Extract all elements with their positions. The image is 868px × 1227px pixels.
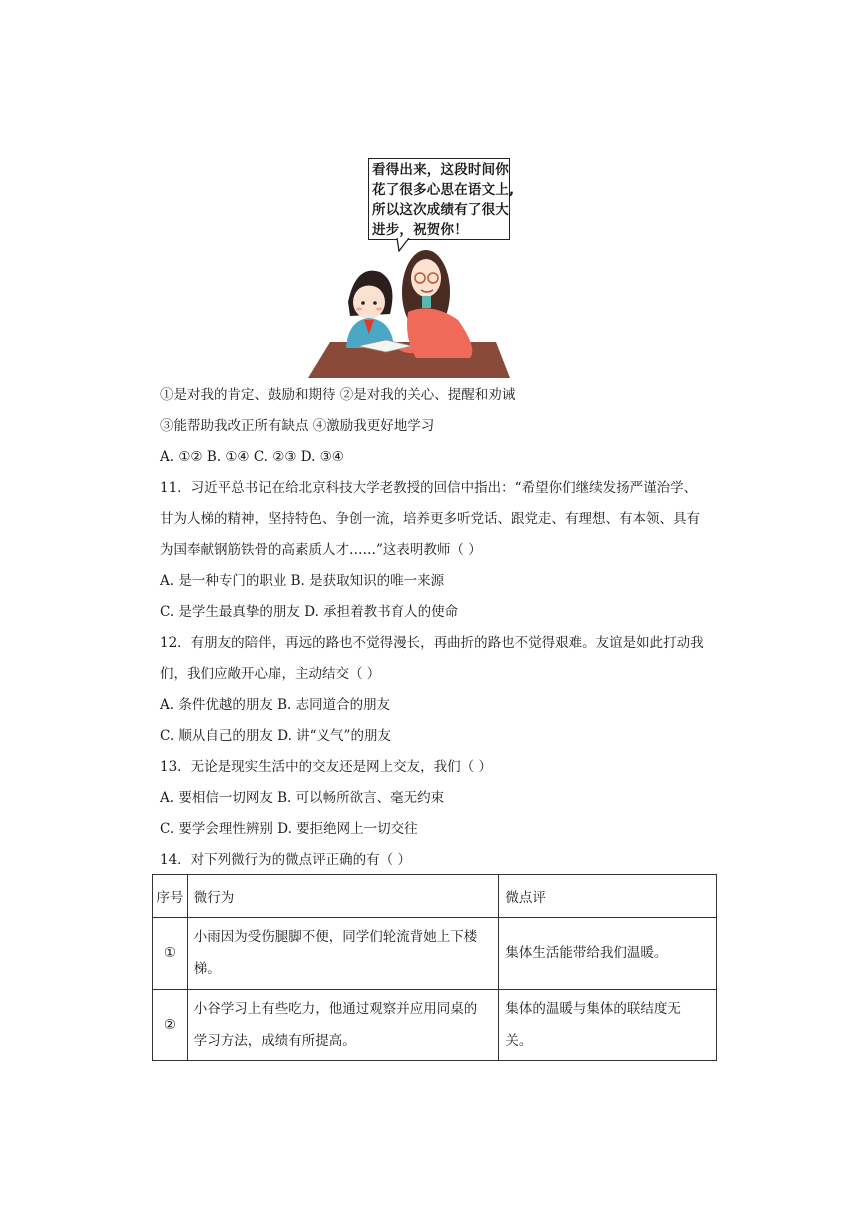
q11-answers-line2: C. 是学生最真挚的朋友 D. 承担着教书育人的使命 bbox=[160, 604, 459, 620]
q12-answers-line2: C. 顺从自己的朋友 D. 讲“义气”的朋友 bbox=[160, 728, 391, 744]
bubble-line: 花了很多心思在语文上, bbox=[372, 182, 515, 198]
bubble-tail bbox=[395, 238, 415, 252]
q13-stem: 13．无论是现实生活中的交友还是网上交友，我们（ ） bbox=[160, 759, 492, 775]
row-behavior bbox=[187, 989, 499, 1061]
row-comment bbox=[499, 989, 717, 1061]
bubble-line: 看得出来，这段时间你 bbox=[372, 162, 509, 178]
q10-options-line1: ①是对我的肯定、鼓励和期待 ②是对我的关心、提醒和劝诫 bbox=[160, 387, 516, 403]
q10-answers: A. ①② B. ①④ C. ②③ D. ③④ bbox=[160, 449, 344, 465]
behavior-line: 学习方法，成绩有所提高。 bbox=[193, 1032, 356, 1049]
q12-stem-line2: 们，我们应敞开心扉，主动结交（ ） bbox=[160, 666, 381, 682]
comment-line: 关。 bbox=[505, 1032, 533, 1049]
micro-behavior-table bbox=[152, 874, 717, 1061]
q12-stem-line1: 12．有朋友的陪伴，再远的路也不觉得漫长，再曲折的路也不觉得艰难。友谊是如此打动我 bbox=[160, 635, 704, 651]
behavior-line: 小雨因为受伤腿脚不便，同学们轮流背她上下楼 bbox=[193, 929, 478, 946]
header-comment: 微点评 bbox=[499, 875, 717, 918]
table-row bbox=[153, 918, 717, 990]
header-behavior: 微行为 bbox=[187, 875, 499, 918]
q13-answers-line2: C. 要学会理性辨别 D. 要拒绝网上一切交往 bbox=[160, 821, 418, 837]
q13-answers-line1: A. 要相信一切网友 B. 可以畅所欲言、毫无约束 bbox=[160, 790, 445, 806]
row-comment bbox=[499, 918, 717, 990]
behavior-line: 小谷学习上有些吃力，他通过观察并应用同桌的 bbox=[193, 1000, 478, 1017]
row-number: ① bbox=[153, 918, 188, 990]
row-number: ② bbox=[153, 989, 188, 1061]
student-face bbox=[353, 285, 385, 319]
table-row bbox=[153, 989, 717, 1061]
q10-options-line2: ③能帮助我改正所有缺点 ④激励我更好地学习 bbox=[160, 418, 435, 434]
comment-line: 集体生活能带给我们温暖。 bbox=[505, 945, 668, 962]
q14-stem: 14．对下列微行为的微点评正确的有（ ） bbox=[160, 852, 411, 868]
q12-answers-line1: A. 条件优越的朋友 B. 志同道合的朋友 bbox=[160, 697, 391, 713]
q11-stem-line3: 为国奉献钢筋铁骨的高素质人才……”这表明教师（ ） bbox=[160, 542, 482, 558]
speech-bubble bbox=[368, 158, 515, 240]
q11-answers-line1: A. 是一种专门的职业 B. 是获取知识的唯一来源 bbox=[160, 573, 445, 589]
bubble-line: 所以这次成绩有了很大 bbox=[372, 202, 509, 218]
behavior-line: 梯。 bbox=[193, 961, 221, 978]
q11-stem-line2: 甘为人梯的精神，坚持特色、争创一流，培养更多听党话、跟党走、有理想、有本领、具有 bbox=[160, 511, 700, 527]
header-number: 序号 bbox=[153, 875, 188, 918]
table-header-row bbox=[153, 875, 717, 918]
q11-stem-line1: 11．习近平总书记在给北京科技大学老教授的回信中指出：“希望你们继续发扬严谨治学、 bbox=[160, 480, 698, 496]
row-behavior bbox=[187, 918, 499, 990]
comment-line: 集体的温暖与集体的联结度无 bbox=[505, 1000, 681, 1017]
bubble-line: 进步，祝贺你！ bbox=[372, 222, 468, 238]
